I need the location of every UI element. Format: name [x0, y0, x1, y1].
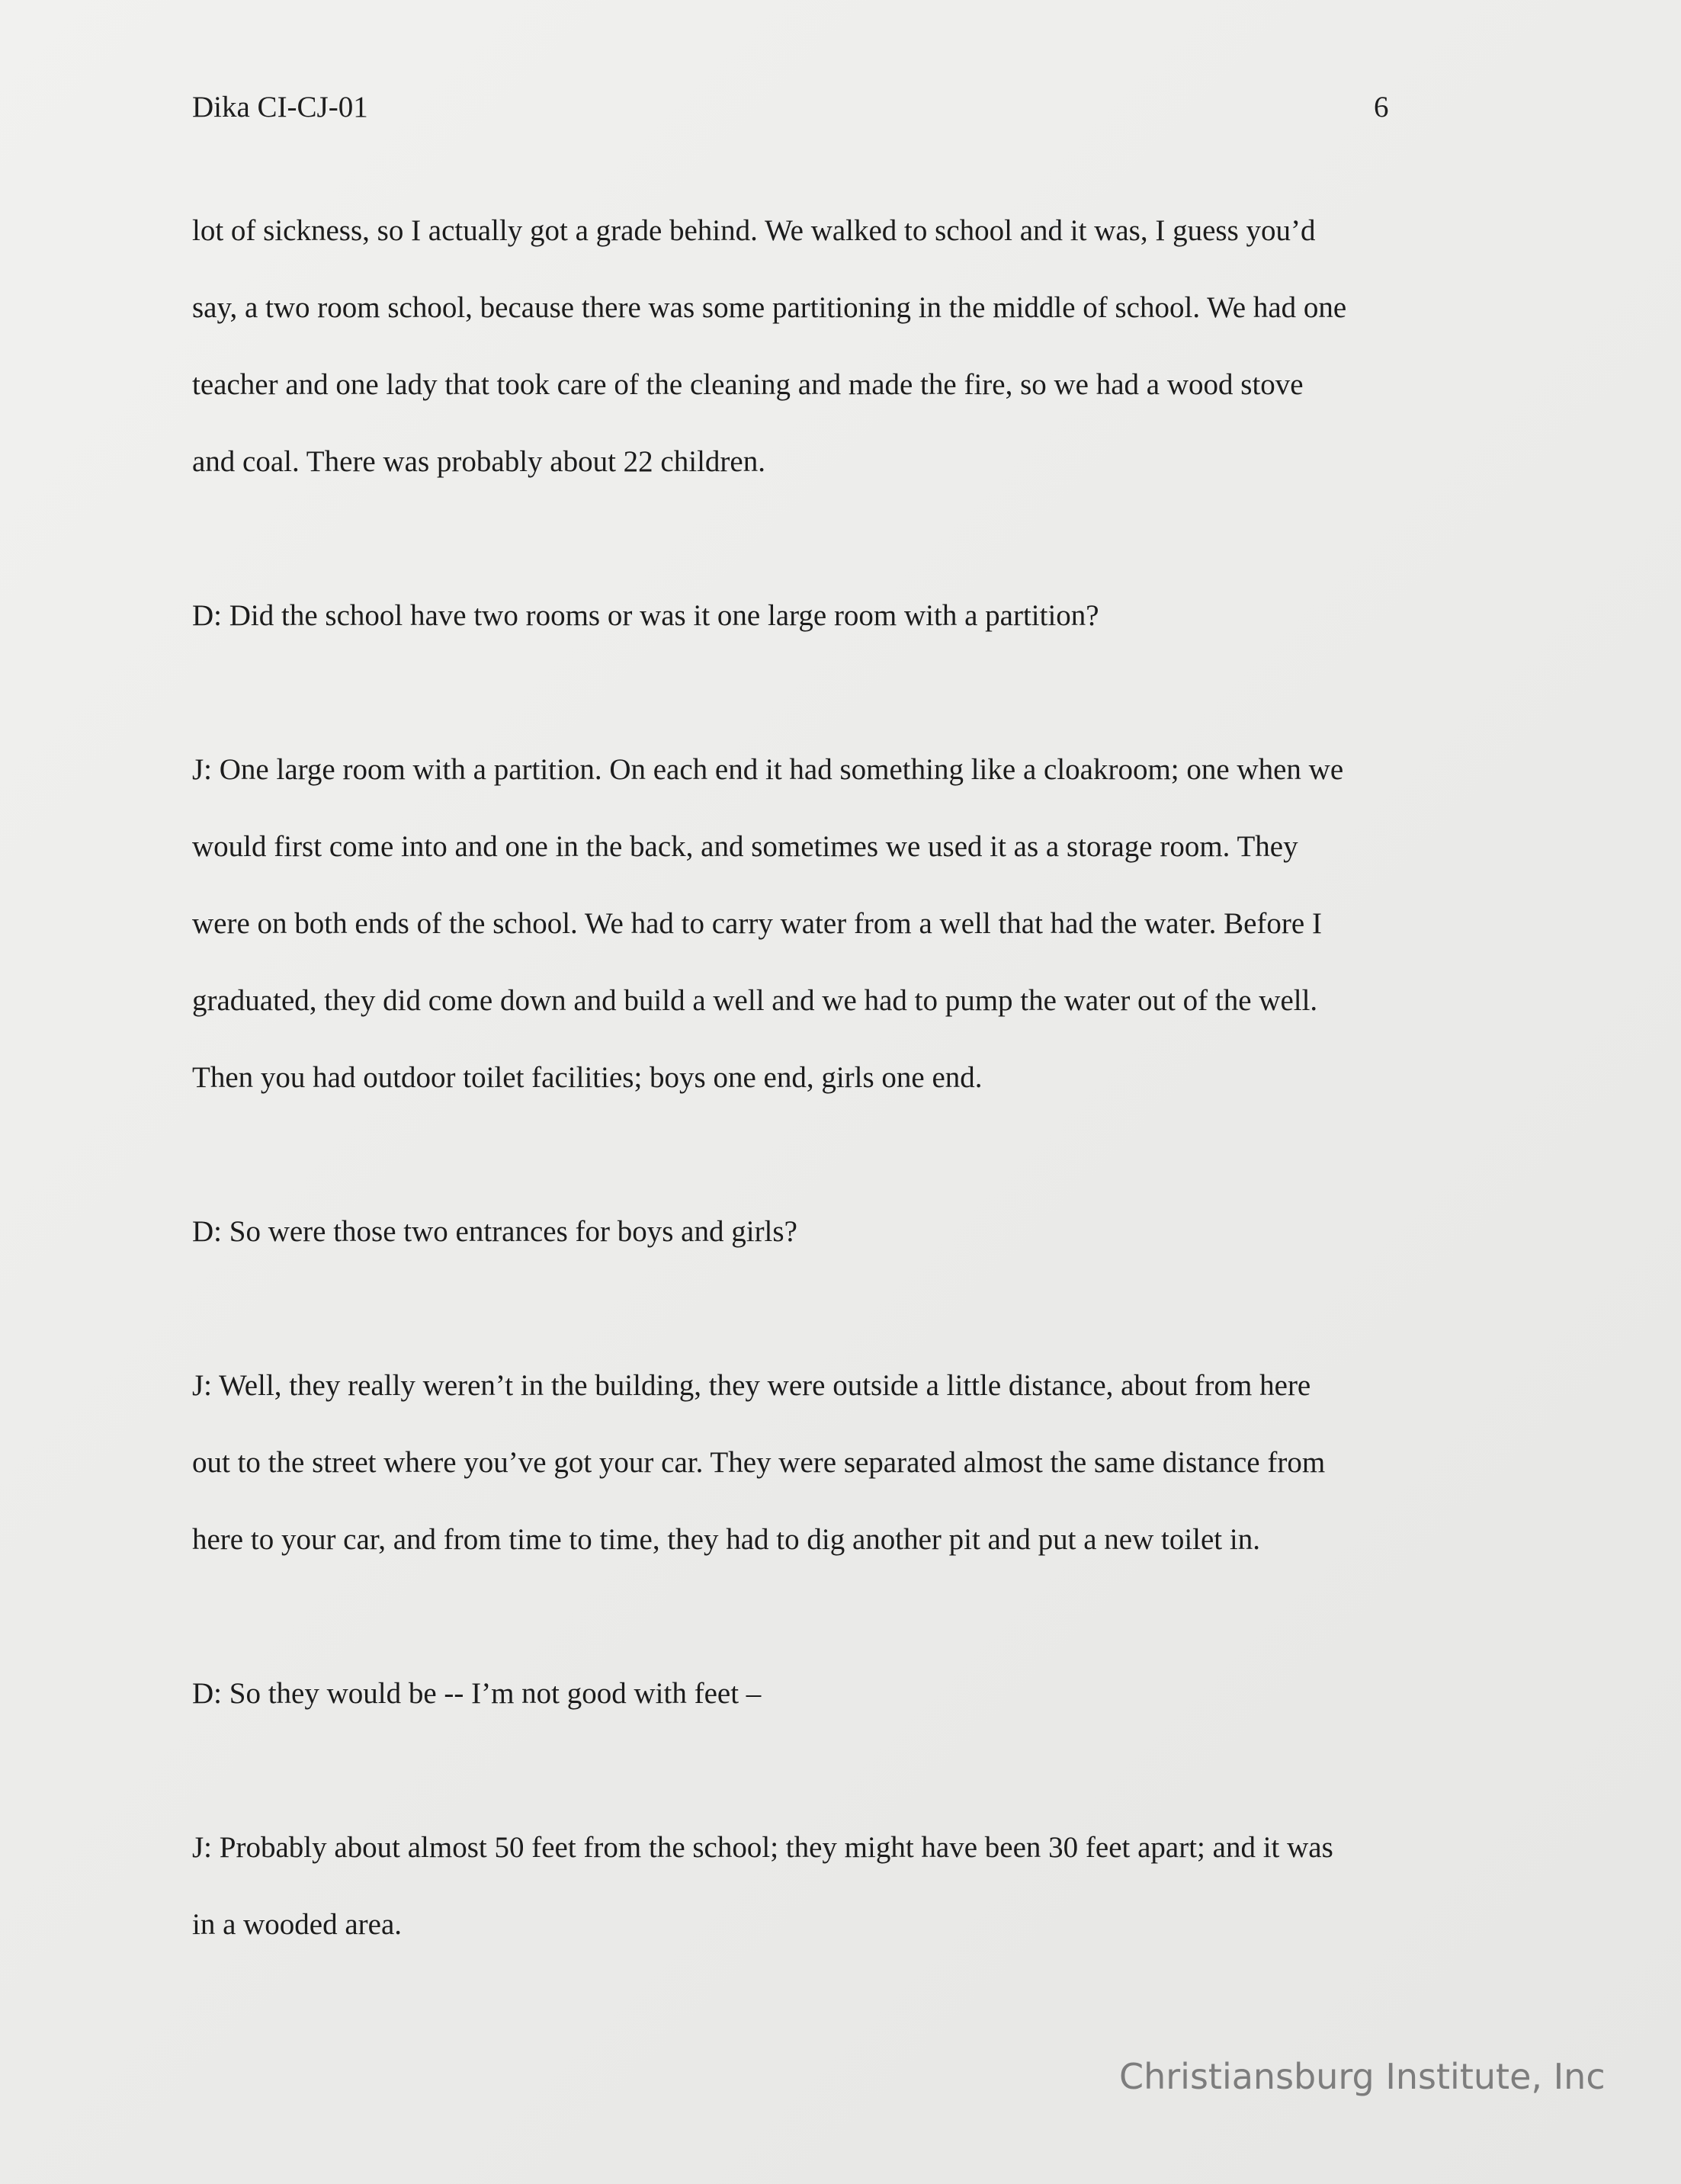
watermark-text: Christiansburg Institute, Inc [1119, 2056, 1606, 2097]
paragraph-answer-feet [192, 1809, 1503, 1963]
text-line: would first come into and one in the back, and sometimes we used it as a storage room. They [192, 830, 1298, 863]
text-line: D: Did the school have two rooms or was it one large room with a partition? [192, 599, 1099, 632]
paragraph-gap [192, 654, 1503, 731]
text-line: teacher and one lady that took care of the cleaning and made the fire, so we had a wood stove [192, 368, 1304, 401]
text-line: J: One large room with a partition. On each end it had something like a cloakroom; one when we [192, 753, 1344, 786]
paragraph-question-rooms [192, 577, 1503, 654]
page-header [192, 90, 1397, 136]
paragraph-question-entrances [192, 1193, 1503, 1270]
paragraph-question-feet [192, 1655, 1503, 1732]
transcript-body [192, 192, 1503, 1963]
paragraph-gap [192, 500, 1503, 577]
text-line: lot of sickness, so I actually got a grade behind. We walked to school and it was, I guess you’d [192, 214, 1316, 247]
text-line: here to your car, and from time to time, they had to dig another pit and put a new toilet in. [192, 1523, 1260, 1556]
page-number: 6 [1374, 91, 1389, 123]
text-line: say, a two room school, because there was some partitioning in the middle of school. We had one [192, 291, 1347, 324]
text-line: J: Probably about almost 50 feet from the school; they might have been 30 feet apart; and it was [192, 1831, 1333, 1864]
text-line: out to the street where you’ve got your car. They were separated almost the same distance from [192, 1446, 1326, 1479]
text-line: D: So were those two entrances for boys and girls? [192, 1215, 797, 1248]
paragraph-gap [192, 1578, 1503, 1655]
text-line: were on both ends of the school. We had to carry water from a well that had the water. Before I [192, 907, 1322, 940]
paragraph-gap [192, 1270, 1503, 1347]
document-id: Dika CI-CJ-01 [192, 91, 368, 123]
paragraph-answer-distance [192, 1347, 1503, 1578]
paragraph-gap [192, 1116, 1503, 1193]
text-line: D: So they would be -- I’m not good with feet – [192, 1677, 762, 1710]
paragraph-gap [192, 1732, 1503, 1809]
text-line: graduated, they did come down and build a well and we had to pump the water out of the well. [192, 984, 1318, 1017]
text-line: in a wooded area. [192, 1908, 403, 1941]
paragraph-answer-partition [192, 731, 1503, 1116]
text-line: and coal. There was probably about 22 children. [192, 445, 765, 478]
text-line: Then you had outdoor toilet facilities; boys one end, girls one end. [192, 1061, 983, 1094]
paragraph-narrative-school [192, 192, 1503, 500]
text-line: J: Well, they really weren’t in the building, they were outside a little distance, about from here [192, 1369, 1311, 1402]
